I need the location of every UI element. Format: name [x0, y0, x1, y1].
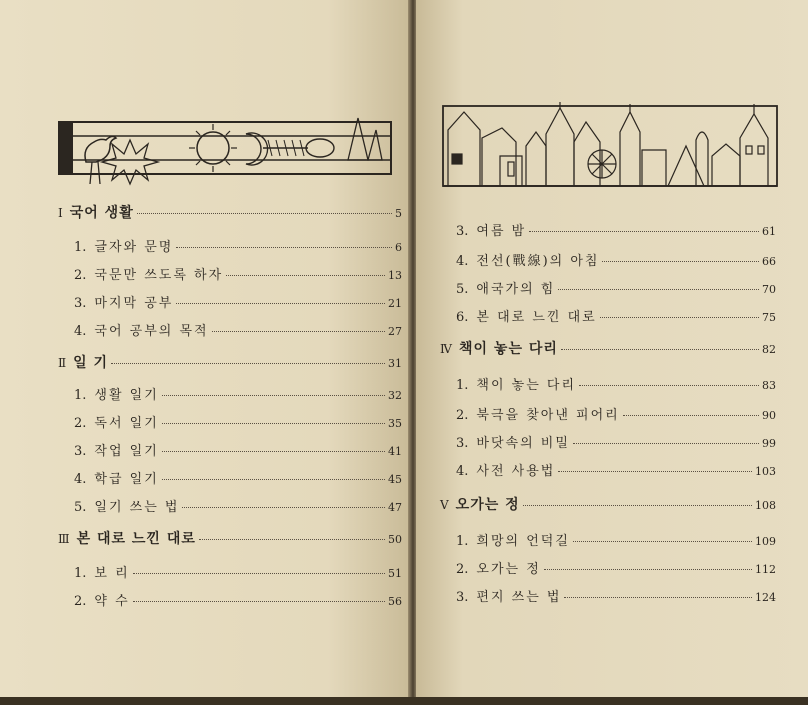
dot-leader — [162, 423, 385, 424]
toc-title-text: 약 수 — [94, 594, 130, 609]
toc-title-text: 마지막 공부 — [94, 296, 174, 311]
dot-leader — [176, 303, 385, 304]
toc-section-heading — [58, 352, 402, 372]
toc-entry — [456, 278, 776, 297]
toc-entry — [456, 250, 776, 269]
toc-entry-title — [456, 220, 526, 239]
dot-leader — [602, 261, 759, 262]
entry-number: 5. — [74, 500, 87, 515]
toc-entry-title — [74, 236, 173, 255]
toc-entry-title — [74, 468, 159, 487]
toc-entry-title — [456, 530, 570, 549]
toc-title-text: 편지 쓰는 법 — [476, 590, 562, 605]
toc-entry — [456, 460, 776, 479]
dot-leader — [133, 573, 385, 574]
toc-page-number: 5 — [395, 207, 402, 220]
entry-number: 1. — [456, 534, 469, 549]
entry-number: 2. — [74, 416, 87, 431]
toc-entry — [456, 306, 776, 325]
page-bottom-shadow — [0, 697, 808, 705]
toc-entry-title — [456, 432, 570, 451]
toc-title-text: 독서 일기 — [94, 416, 159, 431]
entry-number: 2. — [456, 562, 469, 577]
toc-title-text: 오가는 정 — [476, 562, 541, 577]
entry-number: 2. — [74, 268, 87, 283]
toc-page-number: 83 — [762, 379, 776, 392]
toc-section-heading — [58, 528, 402, 548]
entry-number: 6. — [456, 310, 469, 325]
dot-leader — [133, 601, 385, 602]
dot-leader — [558, 471, 752, 472]
toc-page-number: 103 — [755, 465, 776, 478]
toc-page-number: 13 — [388, 269, 402, 282]
section-roman-numeral: Ⅴ — [440, 498, 450, 512]
dot-leader — [162, 451, 385, 452]
toc-page-number: 56 — [388, 595, 402, 608]
dot-leader — [579, 385, 759, 386]
toc-page-number: 90 — [762, 409, 776, 422]
toc-title-text: 오가는 정 — [455, 497, 520, 513]
toc-title-text: 학급 일기 — [94, 472, 159, 487]
toc-title-text: 일기 쓰는 법 — [94, 500, 180, 515]
toc-title-text: 책이 놓는 다리 — [459, 341, 558, 357]
toc-entry — [456, 374, 776, 393]
section-roman-numeral: Ⅱ — [58, 356, 68, 370]
toc-entry — [74, 412, 402, 431]
town-skyline-illustration — [442, 102, 778, 188]
toc-entry-title — [456, 404, 620, 423]
toc-entry-title — [74, 320, 209, 339]
entry-number: 3. — [456, 590, 469, 605]
toc-title-text: 애국가의 힘 — [476, 282, 556, 297]
dot-leader — [529, 231, 759, 232]
dot-leader — [162, 395, 385, 396]
toc-entry-title — [74, 496, 179, 515]
toc-entry-title — [58, 202, 134, 222]
toc-entry-title — [74, 590, 130, 609]
toc-entry — [74, 440, 402, 459]
toc-title-text: 사전 사용법 — [476, 464, 556, 479]
toc-page-number: 70 — [762, 283, 776, 296]
dot-leader — [561, 349, 759, 350]
toc-page-number: 66 — [762, 255, 776, 268]
toc-title-text: 전선(戰線)의 아침 — [476, 254, 600, 269]
toc-entry — [74, 236, 402, 255]
toc-entry-title — [58, 352, 108, 372]
toc-title-text: 바닷속의 비밀 — [476, 436, 570, 451]
toc-page-number: 99 — [762, 437, 776, 450]
entry-number: 4. — [74, 472, 87, 487]
toc-page-number: 32 — [388, 389, 402, 402]
toc-page-number: 124 — [755, 591, 776, 604]
toc-title-text: 보 리 — [94, 566, 130, 581]
entry-number: 2. — [456, 408, 469, 423]
toc-entry-title — [440, 338, 558, 358]
entry-number: 4. — [74, 324, 87, 339]
entry-number: 3. — [456, 436, 469, 451]
toc-page-number: 61 — [762, 225, 776, 238]
toc-entry — [456, 404, 776, 423]
toc-title-text: 국문만 쓰도록 하자 — [94, 268, 224, 283]
toc-title-text: 본 대로 느낀 대로 — [76, 531, 196, 547]
toc-page-number: 41 — [388, 445, 402, 458]
toc-entry — [456, 586, 776, 605]
toc-page-number: 108 — [755, 499, 776, 512]
toc-entry-title — [456, 306, 597, 325]
toc-entry — [74, 320, 402, 339]
toc-page-number: 6 — [395, 241, 402, 254]
toc-entry-title — [456, 558, 541, 577]
toc-section-heading — [58, 202, 402, 222]
entry-number: 1. — [74, 240, 87, 255]
toc-entry-title — [74, 412, 159, 431]
entry-number: 3. — [456, 224, 469, 239]
dot-leader — [544, 569, 752, 570]
toc-page-number: 109 — [755, 535, 776, 548]
entry-number: 1. — [74, 566, 87, 581]
toc-page-number: 31 — [388, 357, 402, 370]
section-roman-numeral: Ⅳ — [440, 342, 453, 356]
toc-entry — [456, 530, 776, 549]
dot-leader — [182, 507, 385, 508]
toc-entry-title — [74, 292, 173, 311]
right-page — [416, 0, 808, 705]
toc-entry-title — [74, 562, 130, 581]
toc-title-text: 책이 놓는 다리 — [476, 378, 577, 393]
toc-entry — [74, 496, 402, 515]
toc-entry-title — [456, 374, 576, 393]
toc-page-number: 27 — [388, 325, 402, 338]
dot-leader — [564, 597, 752, 598]
toc-entry-title — [74, 440, 159, 459]
toc-entry — [74, 562, 402, 581]
toc-entry — [456, 432, 776, 451]
toc-entry-title — [74, 264, 223, 283]
toc-title-text: 일 기 — [73, 355, 109, 371]
toc-page-number: 35 — [388, 417, 402, 430]
dot-leader — [176, 247, 392, 248]
toc-entry-title — [58, 528, 196, 548]
toc-page-number: 50 — [388, 533, 402, 546]
toc-title-text: 생활 일기 — [94, 388, 159, 403]
toc-entry — [74, 292, 402, 311]
dot-leader — [162, 479, 385, 480]
entry-number: 1. — [74, 388, 87, 403]
left-decorative-banner — [58, 110, 393, 188]
dot-leader — [111, 363, 385, 364]
entry-number: 5. — [456, 282, 469, 297]
toc-page-number: 21 — [388, 297, 402, 310]
toc-title-text: 북극을 찾아낸 피어리 — [476, 408, 620, 423]
right-decorative-banner — [442, 102, 778, 188]
dot-leader — [226, 275, 385, 276]
toc-section-heading — [440, 338, 776, 358]
toc-title-text: 본 대로 느낀 대로 — [476, 310, 597, 325]
toc-page-number: 45 — [388, 473, 402, 486]
toc-entry — [74, 264, 402, 283]
dot-leader — [573, 443, 759, 444]
toc-title-text: 국어 공부의 목적 — [94, 324, 209, 339]
toc-entry-title — [456, 278, 555, 297]
toc-title-text: 희망의 언덕길 — [476, 534, 570, 549]
toc-page-number: 75 — [762, 311, 776, 324]
toc-page-number: 82 — [762, 343, 776, 356]
toc-entry — [74, 384, 402, 403]
toc-page-number: 51 — [388, 567, 402, 580]
toc-entry — [456, 220, 776, 239]
toc-entry — [74, 590, 402, 609]
entry-number: 3. — [74, 444, 87, 459]
toc-entry-title — [456, 586, 561, 605]
toc-title-text: 글자와 문명 — [94, 240, 174, 255]
dot-leader — [558, 289, 759, 290]
section-roman-numeral: Ⅰ — [58, 206, 64, 220]
toc-entry — [74, 468, 402, 487]
entry-number: 3. — [74, 296, 87, 311]
toc-entry-title — [456, 460, 555, 479]
entry-number: 4. — [456, 254, 469, 269]
entry-number: 4. — [456, 464, 469, 479]
toc-entry-title — [440, 494, 520, 514]
dot-leader — [199, 539, 385, 540]
toc-page-number: 47 — [388, 501, 402, 514]
toc-entry — [456, 558, 776, 577]
toc-title-text: 작업 일기 — [94, 444, 159, 459]
toc-entry-title — [456, 250, 599, 269]
dot-leader — [137, 213, 392, 214]
toc-entry-title — [74, 384, 159, 403]
dot-leader — [623, 415, 759, 416]
toc-section-heading — [440, 494, 776, 514]
dot-leader — [573, 541, 752, 542]
dot-leader — [523, 505, 752, 506]
toc-page-number: 112 — [755, 563, 776, 576]
entry-number: 2. — [74, 594, 87, 609]
toc-title-text: 여름 밤 — [476, 224, 527, 239]
dot-leader — [600, 317, 759, 318]
section-roman-numeral: Ⅲ — [58, 532, 71, 546]
bird-sun-fish-illustration — [58, 110, 393, 188]
entry-number: 1. — [456, 378, 469, 393]
dot-leader — [212, 331, 385, 332]
toc-title-text: 국어 생활 — [69, 205, 134, 221]
